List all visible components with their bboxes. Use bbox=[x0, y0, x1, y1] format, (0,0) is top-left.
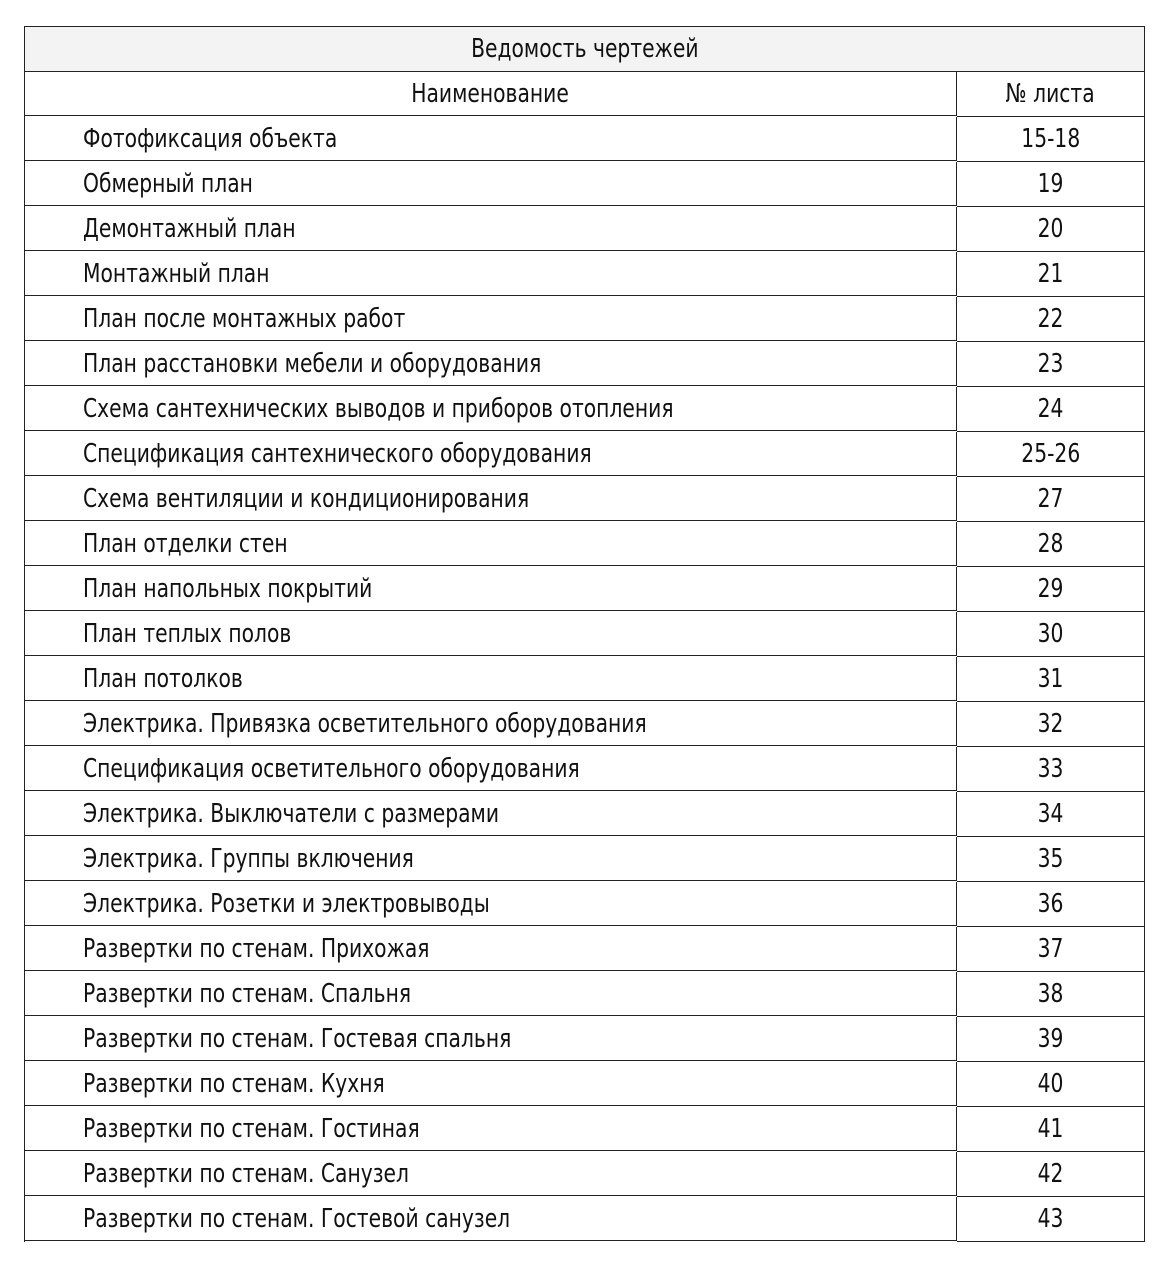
drawing-name: Демонтажный план bbox=[83, 213, 296, 244]
drawing-name: Спецификация осветительного оборудования bbox=[83, 753, 580, 784]
table-row-name bbox=[25, 522, 957, 566]
table-row-name bbox=[25, 882, 957, 926]
drawing-name: Электрика. Розетки и электровыводы bbox=[83, 888, 490, 919]
table-row-name bbox=[25, 567, 957, 611]
table-row-sheet bbox=[957, 162, 1144, 207]
table-row-name bbox=[25, 837, 957, 881]
column-header-name bbox=[25, 72, 957, 116]
table-row-sheet bbox=[957, 747, 1144, 792]
drawing-name: Развертки по стенам. Санузел bbox=[83, 1158, 409, 1189]
sheet-number: 35 bbox=[1037, 844, 1064, 874]
table-row-name bbox=[25, 1017, 957, 1061]
table-row-name bbox=[25, 702, 957, 746]
sheet-number: 30 bbox=[1037, 619, 1064, 649]
table-row-sheet bbox=[957, 522, 1144, 567]
sheet-number: 42 bbox=[1037, 1159, 1064, 1189]
drawing-name: Электрика. Группы включения bbox=[83, 843, 414, 874]
table-row-name bbox=[25, 117, 957, 161]
drawing-name: План теплых полов bbox=[83, 618, 292, 649]
table-row-sheet bbox=[957, 1152, 1144, 1197]
drawing-name: Развертки по стенам. Гостевой санузел bbox=[83, 1203, 511, 1234]
drawing-name: Монтажный план bbox=[83, 258, 270, 289]
drawing-name: Развертки по стенам. Прихожая bbox=[83, 933, 430, 964]
table-row-sheet bbox=[957, 702, 1144, 747]
sheet-number: 15-18 bbox=[1021, 124, 1080, 154]
drawing-name: Развертки по стенам. Кухня bbox=[83, 1068, 385, 1099]
drawing-name: План потолков bbox=[83, 663, 243, 694]
table-row-sheet bbox=[957, 657, 1144, 702]
table-row-sheet bbox=[957, 612, 1144, 657]
drawing-name: План после монтажных работ bbox=[83, 303, 406, 334]
table-row-sheet bbox=[957, 297, 1144, 342]
column-header-sheet-no-text: № листа bbox=[1005, 79, 1096, 109]
column-header-name-text: Наименование bbox=[411, 78, 570, 109]
table-row-name bbox=[25, 162, 957, 206]
table-row-sheet bbox=[957, 477, 1144, 522]
table-row-name bbox=[25, 1107, 957, 1151]
drawing-name: Электрика. Привязка осветительного оборудования bbox=[83, 708, 647, 739]
table-row-name bbox=[25, 432, 957, 476]
table-row-sheet bbox=[957, 207, 1144, 252]
drawing-name: Развертки по стенам. Гостиная bbox=[83, 1113, 420, 1144]
table-row-sheet bbox=[957, 117, 1144, 162]
sheet-number: 31 bbox=[1037, 664, 1064, 694]
table-row-sheet bbox=[957, 972, 1144, 1017]
sheet-number: 21 bbox=[1037, 259, 1064, 289]
sheet-number: 25-26 bbox=[1021, 439, 1080, 469]
sheet-number: 36 bbox=[1037, 889, 1064, 919]
table-title-text: Ведомость чертежей bbox=[470, 34, 699, 64]
table-row-sheet bbox=[957, 1197, 1144, 1242]
table-row-sheet bbox=[957, 837, 1144, 882]
table-row-name bbox=[25, 387, 957, 431]
table-row-name bbox=[25, 252, 957, 296]
drawing-name: План отделки стен bbox=[83, 528, 288, 559]
table-row-name bbox=[25, 1197, 957, 1241]
sheet-number: 32 bbox=[1037, 709, 1064, 739]
table-title bbox=[24, 26, 1145, 72]
sheet-number: 34 bbox=[1037, 799, 1064, 829]
sheet-number: 37 bbox=[1037, 934, 1064, 964]
table-row-sheet bbox=[957, 387, 1144, 432]
sheet-number: 20 bbox=[1037, 214, 1064, 244]
drawing-name: Обмерный план bbox=[83, 168, 253, 199]
table-row-name bbox=[25, 792, 957, 836]
drawing-name: Электрика. Выключатели с размерами bbox=[83, 798, 500, 829]
table-row-name bbox=[25, 207, 957, 251]
sheet-number: 24 bbox=[1037, 394, 1064, 424]
drawing-name: Схема вентиляции и кондиционирования bbox=[83, 483, 530, 514]
table-row-name bbox=[25, 612, 957, 656]
drawing-name: Фотофиксация объекта bbox=[83, 123, 338, 154]
table-row-sheet bbox=[957, 1017, 1144, 1062]
drawing-name: План напольных покрытий bbox=[83, 573, 373, 604]
table-header bbox=[24, 72, 1145, 117]
table-row-sheet bbox=[957, 252, 1144, 297]
table-row-name bbox=[25, 927, 957, 971]
sheet-number: 38 bbox=[1037, 979, 1064, 1009]
table-row-sheet bbox=[957, 342, 1144, 387]
sheet-number: 19 bbox=[1037, 169, 1064, 199]
sheet-number: 27 bbox=[1037, 484, 1064, 514]
table-row-sheet bbox=[957, 432, 1144, 477]
sheet-number: 23 bbox=[1037, 349, 1064, 379]
sheet-number: 33 bbox=[1037, 754, 1064, 784]
sheet-number: 43 bbox=[1037, 1204, 1064, 1234]
table-row-sheet bbox=[957, 792, 1144, 837]
sheet-number: 40 bbox=[1037, 1069, 1064, 1099]
sheet-number: 41 bbox=[1037, 1114, 1064, 1144]
drawing-name: Спецификация сантехнического оборудования bbox=[83, 438, 592, 469]
table-row-name bbox=[25, 1152, 957, 1196]
table-row-sheet bbox=[957, 882, 1144, 927]
table-row-name bbox=[25, 1062, 957, 1106]
drawings-register-table bbox=[24, 26, 1145, 1242]
drawing-name: Развертки по стенам. Спальня bbox=[83, 978, 412, 1009]
table-row-name bbox=[25, 972, 957, 1016]
table-row-name bbox=[25, 657, 957, 701]
table-row-sheet bbox=[957, 1062, 1144, 1107]
drawing-name: Схема сантехнических выводов и приборов отопления bbox=[83, 393, 674, 424]
column-header-sheet-no bbox=[957, 72, 1144, 117]
table-row-sheet bbox=[957, 927, 1144, 972]
table-row-name bbox=[25, 297, 957, 341]
table-row-name bbox=[25, 477, 957, 521]
table-body bbox=[24, 117, 1145, 1242]
table-row-sheet bbox=[957, 1107, 1144, 1152]
sheet-number: 28 bbox=[1037, 529, 1064, 559]
sheet-number: 29 bbox=[1037, 574, 1064, 604]
drawing-name: План расстановки мебели и оборудования bbox=[83, 348, 542, 379]
sheet-number: 22 bbox=[1037, 304, 1064, 334]
table-row-sheet bbox=[957, 567, 1144, 612]
table-row-name bbox=[25, 747, 957, 791]
sheet-number: 39 bbox=[1037, 1024, 1064, 1054]
drawing-name: Развертки по стенам. Гостевая спальня bbox=[83, 1023, 512, 1054]
table-row-name bbox=[25, 342, 957, 386]
